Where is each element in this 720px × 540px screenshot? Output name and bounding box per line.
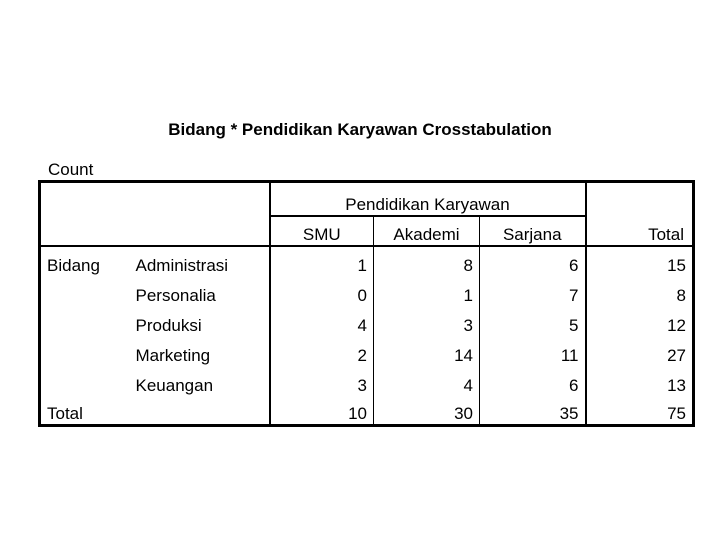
cell-value: 11 — [480, 336, 586, 366]
cell-value: 3 — [374, 306, 480, 336]
row-label: Personalia — [135, 285, 216, 305]
grand-total-label: Total — [47, 404, 83, 423]
table-row — [40, 336, 694, 366]
row-label: Keuangan — [135, 375, 214, 395]
table-row — [40, 306, 694, 336]
cell-value: 35 — [480, 396, 586, 426]
cell-value: 6 — [480, 246, 586, 276]
cell-value: 4 — [270, 306, 374, 336]
row-label: Administrasi — [135, 255, 229, 275]
cell-value: 14 — [374, 336, 480, 366]
row-total: 13 — [586, 366, 694, 396]
row-total: 15 — [586, 246, 694, 276]
total-column-header: Total — [586, 182, 694, 246]
column-group-header: Pendidikan Karyawan — [270, 182, 586, 216]
table-title: Bidang * Pendidikan Karyawan Crosstabulation — [168, 120, 552, 139]
row-group-label: Bidang — [47, 255, 100, 275]
cell-value: 1 — [374, 276, 480, 306]
column-header-smu: SMU — [270, 216, 374, 246]
grand-total-value: 75 — [586, 396, 694, 426]
cell-value: 30 — [374, 396, 480, 426]
cell-value: 3 — [270, 366, 374, 396]
row-total: 12 — [586, 306, 694, 336]
column-header-sarjana: Sarjana — [480, 216, 586, 246]
column-header-akademi: Akademi — [374, 216, 480, 246]
cell-value: 8 — [374, 246, 480, 276]
header-row-group — [40, 182, 694, 216]
row-label: Produksi — [135, 315, 202, 335]
cell-value: 0 — [270, 276, 374, 306]
cell-value: 4 — [374, 366, 480, 396]
header-corner — [40, 182, 270, 246]
row-total: 27 — [586, 336, 694, 366]
row-label: Marketing — [135, 345, 211, 365]
cell-value: 10 — [270, 396, 374, 426]
row-total: 8 — [586, 276, 694, 306]
crosstab-table — [38, 180, 695, 427]
cell-value: 1 — [270, 246, 374, 276]
count-label: Count — [48, 160, 94, 179]
table-row — [40, 366, 694, 396]
cell-value: 2 — [270, 336, 374, 366]
cell-value: 5 — [480, 306, 586, 336]
cell-value: 6 — [480, 366, 586, 396]
grand-total-row — [40, 396, 694, 426]
table-row — [40, 276, 694, 306]
table-row — [40, 246, 694, 276]
cell-value: 7 — [480, 276, 586, 306]
